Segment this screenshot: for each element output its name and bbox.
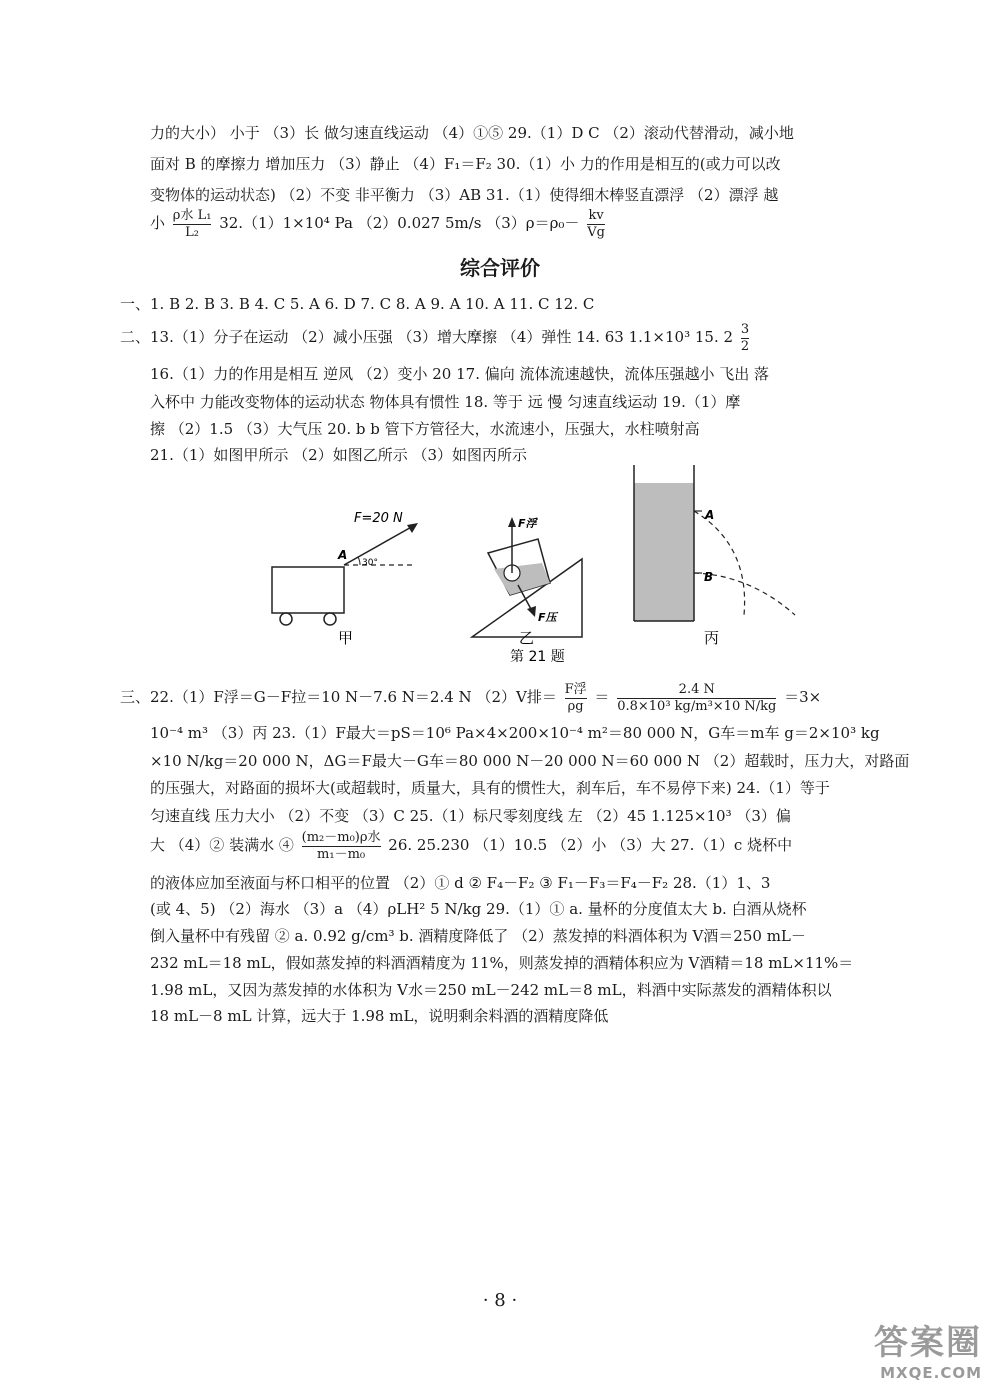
text-line-with-fraction (150, 208, 870, 240)
text-segment: 32.（1）1×10⁴ Pa （2）0.027 5m/s （3）ρ＝ρ₀－ (219, 214, 580, 233)
text-line-with-fraction (120, 682, 840, 714)
fraction (741, 322, 749, 354)
numerator: ρ水 L₁ (172, 208, 212, 223)
text-line: ×10 N/kg＝20 000 N，ΔG＝F最大－G车＝80 000 N－20 000 N＝60 000 N （2）超载时，压力大，对路面 (150, 752, 910, 770)
text-line: 匀速直线 压力大小 （2）不变 （3）C 25.（1）标尺零刻度线 左 （2）45 1.125×10³ （3）偏 (150, 807, 791, 825)
text-line: 1.98 mL，又因为蒸发掉的水体积为 V水＝250 mL－242 mL＝8 mL，料酒中实际蒸发的酒精体积以 (150, 981, 832, 999)
diagram-jia (272, 511, 418, 647)
equals: ＝ (594, 688, 610, 707)
text-line: 的压强大，对路面的损坏大(或超载时，质量大，具有的惯性大，刹车后，车不易停下来) 24.（1）等于 (150, 779, 830, 797)
label-bing: 丙 (704, 629, 720, 647)
force-label: F=20 N (354, 511, 403, 526)
text-line-with-fraction (150, 830, 870, 862)
text-line: 的液体应加至液面与杯口相平的位置 （2）① d ② F₄－F₂ ③ F₁－F₃＝F₄－F₂ 28.（1）1、3 (150, 874, 771, 892)
text-line: 232 mL＝18 mL，假如蒸发掉的料酒酒精度为 11%，则蒸发掉的酒精体积应为 V酒精＝18 mL×11%＝ (150, 954, 854, 972)
denominator: ρg (565, 698, 587, 715)
fraction (617, 682, 776, 714)
text-segment: 二、13.（1）分子在运动 （2）减小压强 （3）增大摩擦 （4）弹性 14. 63 1.1×10³ 15. 2 (120, 328, 734, 347)
label-jia: 甲 (338, 629, 354, 647)
denominator: Vg (587, 224, 605, 240)
text-segment: ＝3× (784, 688, 822, 707)
numerator: 2.4 N (678, 682, 715, 697)
point-a-label: A (705, 508, 715, 522)
text-line: 面对 B 的摩擦力 增加压力 （3）静止 （4）F₁＝F₂ 30.（1）小 力的作用是相互的(或力可以改 (150, 155, 781, 173)
numerator: kv (588, 208, 604, 223)
numerator: (m₂－m₀)ρ水 (301, 830, 381, 845)
text-line: 10⁻⁴ m³ （3）丙 23.（1）F最大＝pS＝10⁶ Pa×4×200×10⁻⁴ m²＝80 000 N，G车＝m车 g＝2×10³ kg (150, 724, 880, 742)
text-line: 变物体的运动状态) （2）不变 非平衡力 （3）AB 31.（1）使得细木棒竖直漂浮 （2）漂浮 越 (150, 186, 779, 204)
text-line: (或 4、5) （2）海水 （3）a （4）ρLH² 5 N/kg 29.（1）① a. 量杯的分度值太大 b. 白酒从烧杯 (150, 900, 807, 918)
text-segment: 小 (150, 214, 166, 233)
watermark-top: 答案圈 (874, 1323, 982, 1363)
denominator: L₂ (173, 224, 212, 241)
numerator: F浮 (564, 682, 587, 697)
watermark-logo (874, 1315, 982, 1382)
fraction (173, 208, 212, 240)
angle-label: 30° (362, 558, 378, 568)
watermark-bottom: MXQE.COM (880, 1364, 982, 1382)
diagram-yi (472, 517, 582, 647)
point-b-label: B (704, 570, 714, 584)
text-line: 入杯中 力能改变物体的运动状态 物体具有惯性 18. 等于 远 慢 匀速直线运动 19.（1）摩 (150, 393, 741, 411)
fraction (587, 208, 605, 240)
section-title: 综合评价 (460, 256, 540, 280)
text-segment: 三、22.（1）F浮＝G－F拉＝10 N－7.6 N＝2.4 N （2）V排＝ (120, 688, 557, 707)
text-line-with-fraction (120, 322, 840, 354)
point-a-label: A (338, 548, 348, 562)
fraction (565, 682, 587, 714)
answer-line: 一、1. B 2. B 3. B 4. C 5. A 6. D 7. C 8. A 9. A 10. A 11. C 12. C (120, 295, 595, 313)
float-force-label: F浮 (518, 517, 537, 530)
numerator: 3 (740, 322, 750, 337)
text-line: 擦 （2）1.5 （3）大气压 20. b b 管下方管径大，水流速小，压强大，水柱喷射高 (150, 420, 700, 438)
page-number: · 8 · (482, 1290, 518, 1311)
text-line: 16.（1）力的作用是相互 逆风 （2）变小 20 17. 偏向 流体流速越快，流体压强越小 飞出 落 (150, 365, 770, 383)
text-line: 倒入量杯中有残留 ② a. 0.92 g/cm³ b. 酒精度降低了 （2）蒸发掉的料酒体积为 V酒＝250 mL－ (150, 927, 806, 945)
pressure-force-label: F压 (538, 611, 557, 624)
denominator: 2 (740, 338, 750, 354)
figure-21 (250, 465, 810, 665)
fraction (302, 830, 381, 862)
figure-caption: 第 21 题 (510, 649, 565, 665)
text-line: 18 mL－8 mL 计算，远大于 1.98 mL，说明剩余料酒的酒精度降低 (150, 1007, 609, 1025)
label-yi: 乙 (519, 629, 535, 647)
text-segment: 26. 25.230 （1）10.5 （2）小 （3）大 27.（1）c 烧杯中 (388, 836, 793, 855)
text-line: 21.（1）如图甲所示 （2）如图乙所示 （3）如图丙所示 (150, 446, 528, 464)
text-line: 力的大小） 小于 （3）长 做匀速直线运动 （4）①⑤ 29.（1）D C （2）滚动代替滑动，减小地 (150, 124, 794, 142)
denominator: m₁－m₀ (302, 846, 381, 863)
denominator: 0.8×10³ kg/m³×10 N/kg (617, 698, 777, 714)
text-segment: 大 （4）② 装满水 ④ (150, 836, 294, 855)
diagram-bing (634, 465, 795, 647)
